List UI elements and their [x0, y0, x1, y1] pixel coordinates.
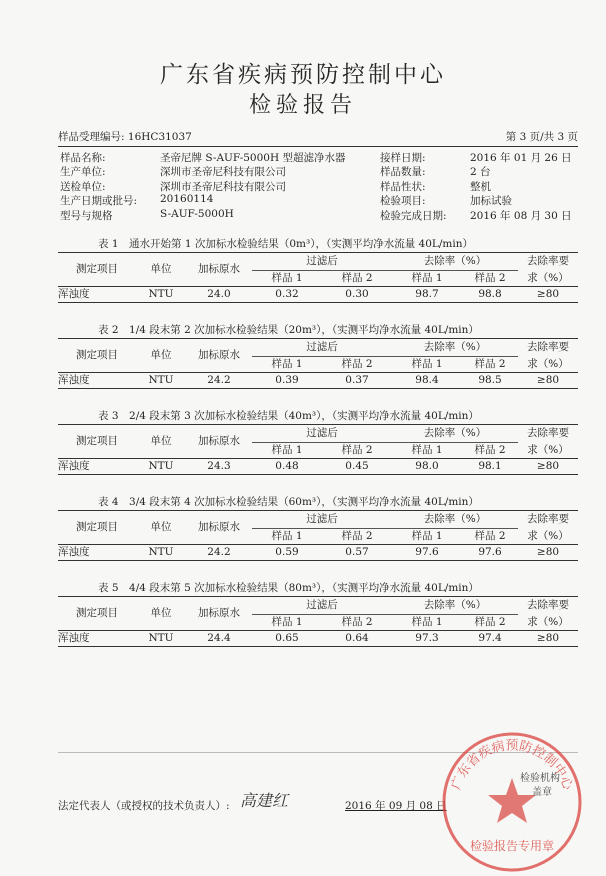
header-sample2: 样品 2	[462, 443, 518, 459]
info-row	[60, 193, 576, 207]
seal-ring-text: 广东省疾病预防控制中心	[448, 738, 576, 792]
cell-r2: 97.6	[462, 545, 518, 561]
cell-r1: 98.4	[392, 373, 462, 389]
cell-raw: 24.2	[186, 373, 252, 389]
cell-f1: 0.65	[252, 631, 322, 647]
table-caption: 表 3 2/4 段末第 3 次加标水检验结果（40m³），（实测平均净水流量 40L/min）	[98, 410, 479, 422]
cell-r2: 98.1	[462, 459, 518, 475]
cell-item: 浑浊度	[58, 373, 136, 389]
header-sample2: 样品 2	[462, 529, 518, 545]
header-req-2: 求（%）	[518, 615, 578, 631]
info-row	[60, 179, 576, 193]
cell-r1: 98.7	[392, 287, 462, 303]
header-sample1: 样品 1	[392, 529, 462, 545]
header-req: 去除率要	[518, 511, 578, 529]
header-sample2: 样品 2	[322, 443, 392, 459]
table-row	[58, 631, 578, 647]
cell-f2: 0.45	[322, 459, 392, 475]
header-req: 去除率要	[518, 253, 578, 271]
header-sample1: 样品 1	[252, 271, 322, 287]
header-sample2: 样品 2	[322, 271, 392, 287]
info-value: 深圳市圣帝尼科技有限公司	[160, 166, 286, 179]
header-sample1: 样品 1	[392, 357, 462, 373]
info-key: 送检单位:	[60, 180, 106, 193]
cell-f1: 0.39	[252, 373, 322, 389]
cell-req: ≥80	[518, 373, 578, 389]
header-after-filter: 过滤后	[252, 253, 392, 271]
info-row	[60, 208, 576, 222]
table-caption: 表 4 3/4 段末第 4 次加标水检验结果（60m³），（实测平均净水流量 40L/min）	[98, 496, 479, 508]
cell-raw: 24.0	[186, 287, 252, 303]
header-raw: 加标原水	[186, 339, 252, 373]
header-sample2: 样品 2	[322, 357, 392, 373]
header-req-2: 求（%）	[518, 357, 578, 373]
table-row	[58, 545, 578, 561]
cell-unit: NTU	[136, 459, 186, 475]
header-unit: 单位	[136, 425, 186, 459]
sample-info	[60, 150, 576, 222]
info-key: 样品性状:	[380, 180, 426, 193]
header-item: 测定项目	[58, 339, 136, 373]
divider	[58, 146, 578, 147]
cell-f2: 0.30	[322, 287, 392, 303]
info-value: 2016 年 08 月 30 日	[470, 209, 572, 222]
info-value: 2 台	[470, 166, 491, 179]
signing-date: 2016 年 09 月 08 日	[345, 800, 447, 812]
header-item: 测定项目	[58, 425, 136, 459]
header-req: 去除率要	[518, 597, 578, 615]
header-sample1: 样品 1	[252, 529, 322, 545]
cell-req: ≥80	[518, 545, 578, 561]
header-removal: 去除率（%）	[392, 597, 518, 615]
header-sample1: 样品 1	[392, 443, 462, 459]
cell-req: ≥80	[518, 287, 578, 303]
seal-label-line1: 检验机构	[520, 773, 560, 784]
cell-f2: 0.37	[322, 373, 392, 389]
cell-item: 浑浊度	[58, 631, 136, 647]
info-key: 样品数量:	[380, 166, 426, 179]
cell-f1: 0.59	[252, 545, 322, 561]
cell-f1: 0.48	[252, 459, 322, 475]
header-req-2: 求（%）	[518, 529, 578, 545]
header-raw: 加标原水	[186, 425, 252, 459]
cell-item: 浑浊度	[58, 459, 136, 475]
header-removal: 去除率（%）	[392, 425, 518, 443]
info-row	[60, 164, 576, 178]
info-row	[60, 150, 576, 164]
cell-r1: 97.3	[392, 631, 462, 647]
header-item: 测定项目	[58, 253, 136, 287]
info-value: 加标试验	[470, 195, 512, 208]
header-unit: 单位	[136, 511, 186, 545]
result-table-3	[58, 408, 578, 475]
header-raw: 加标原水	[186, 253, 252, 287]
page-info: 第 3 页/共 3 页	[505, 131, 578, 143]
header-raw: 加标原水	[186, 511, 252, 545]
info-value: 2016 年 01 月 26 日	[470, 152, 572, 164]
result-table-5	[58, 580, 578, 647]
header-unit: 单位	[136, 339, 186, 373]
header-item: 测定项目	[58, 597, 136, 631]
header-sample2: 样品 2	[462, 615, 518, 631]
org-title: 广东省疾病预防控制中心	[160, 62, 446, 88]
seal-label-line2: 盖章	[532, 787, 552, 798]
info-value: 整机	[470, 180, 491, 193]
cell-raw: 24.4	[186, 631, 252, 647]
result-table-1	[58, 236, 578, 303]
cell-unit: NTU	[136, 373, 186, 389]
info-key: 接样日期:	[380, 152, 426, 164]
cell-raw: 24.3	[186, 459, 252, 475]
info-value: 深圳市圣帝尼科技有限公司	[160, 180, 286, 193]
info-value: 圣帝尼牌 S-AUF-5000H 型超滤净水器	[160, 152, 346, 164]
header-sample2: 样品 2	[322, 529, 392, 545]
report-title: 检验报告	[248, 93, 357, 118]
header-sample2: 样品 2	[322, 615, 392, 631]
cell-raw: 24.2	[186, 545, 252, 561]
header-req: 去除率要	[518, 339, 578, 357]
cell-r1: 98.0	[392, 459, 462, 475]
receipt-number: 样品受理编号: 16HC31037	[58, 131, 192, 143]
info-value: 20160114	[160, 193, 214, 206]
header-unit: 单位	[136, 597, 186, 631]
header-sample1: 样品 1	[252, 357, 322, 373]
header-sample2: 样品 2	[462, 271, 518, 287]
result-table-2	[58, 322, 578, 389]
cell-r2: 98.5	[462, 373, 518, 389]
table-row	[58, 373, 578, 389]
header-sample1: 样品 1	[392, 271, 462, 287]
cell-item: 浑浊度	[58, 545, 136, 561]
cell-item: 浑浊度	[58, 287, 136, 303]
header-item: 测定项目	[58, 511, 136, 545]
table-row	[58, 287, 578, 303]
info-key: 型号与规格	[60, 209, 113, 222]
info-key: 样品名称:	[60, 152, 106, 164]
table-caption: 表 5 4/4 段末第 5 次加标水检验结果（80m³），（实测平均净水流量 40L/min）	[98, 582, 479, 594]
cell-req: ≥80	[518, 459, 578, 475]
header-after-filter: 过滤后	[252, 597, 392, 615]
cell-req: ≥80	[518, 631, 578, 647]
info-key: 检验项目:	[380, 195, 426, 208]
header-removal: 去除率（%）	[392, 253, 518, 271]
table-caption: 表 2 1/4 段末第 2 次加标水检验结果（20m³），（实测平均净水流量 40L/min）	[98, 324, 479, 336]
header-unit: 单位	[136, 253, 186, 287]
cell-r1: 97.6	[392, 545, 462, 561]
cell-r2: 98.8	[462, 287, 518, 303]
info-key: 检验完成日期:	[380, 209, 447, 222]
signature: 高建红	[240, 791, 289, 810]
header-after-filter: 过滤后	[252, 425, 392, 443]
cell-f2: 0.57	[322, 545, 392, 561]
cell-unit: NTU	[136, 287, 186, 303]
official-seal-icon	[438, 728, 586, 876]
info-value: S-AUF-5000H	[160, 207, 234, 220]
header-sample1: 样品 1	[252, 443, 322, 459]
result-table-4	[58, 494, 578, 561]
cell-f2: 0.64	[322, 631, 392, 647]
table-row	[58, 459, 578, 475]
header-removal: 去除率（%）	[392, 511, 518, 529]
legal-rep-label: 法定代表人（或授权的技术负责人）:	[58, 800, 230, 812]
header-req-2: 求（%）	[518, 443, 578, 459]
table-caption: 表 1 通水开始第 1 次加标水检验结果（0m³），（实测平均净水流量 40L/min）	[98, 238, 474, 250]
header-sample2: 样品 2	[462, 357, 518, 373]
info-key: 生产单位:	[60, 166, 106, 179]
header-sample1: 样品 1	[392, 615, 462, 631]
header-raw: 加标原水	[186, 597, 252, 631]
info-key: 生产日期或批号:	[60, 195, 138, 208]
header-req-2: 求（%）	[518, 271, 578, 287]
header-req: 去除率要	[518, 425, 578, 443]
header-sample1: 样品 1	[252, 615, 322, 631]
seal-bottom-text: 检验报告专用章	[469, 839, 555, 853]
header-after-filter: 过滤后	[252, 511, 392, 529]
header-removal: 去除率（%）	[392, 339, 518, 357]
header-after-filter: 过滤后	[252, 339, 392, 357]
cell-r2: 97.4	[462, 631, 518, 647]
cell-f1: 0.32	[252, 287, 322, 303]
institution-seal-label	[520, 772, 560, 800]
cell-unit: NTU	[136, 545, 186, 561]
cell-unit: NTU	[136, 631, 186, 647]
